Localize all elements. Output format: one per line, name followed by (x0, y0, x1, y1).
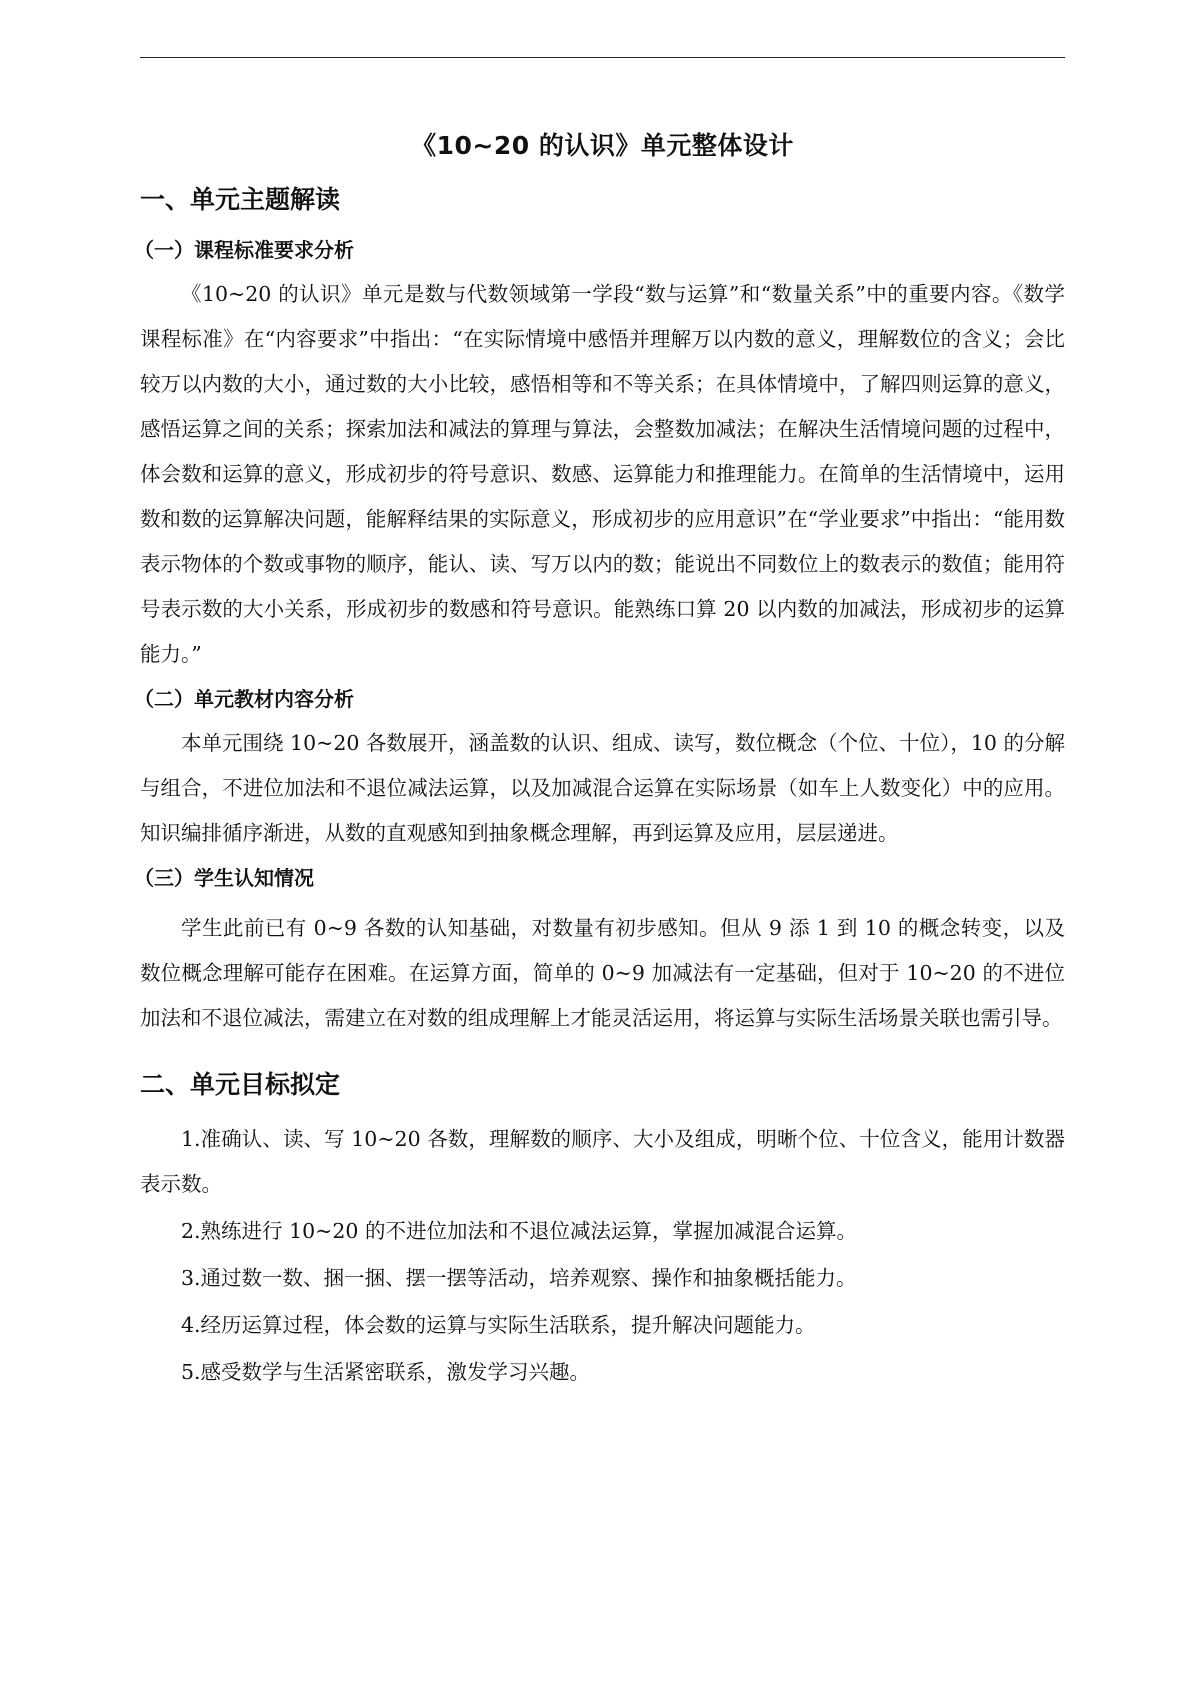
goal-item: 4.经历运算过程，体会数的运算与实际生活联系，提升解决问题能力。 (181, 1313, 816, 1337)
subsection-heading-curriculum-standard: （一）课程标准要求分析 (134, 238, 354, 262)
paragraph-student-cognition: 学生此前已有 0~9 各数的认知基础，对数量有初步感知。但从 9 添 1 到 10 的概念转变，以及数位概念理解可能存在困难。在运算方面，简单的 0~9 加减法有一定基础，但对于 10~20 的不进位加法和不退位减法，需建立在对数的组成理解上才能灵活运用，将运算与实际生活场景关联也需引导。 (140, 916, 1065, 1030)
paragraph-curriculum-standard: 《10~20 的认识》单元是数与代数领域第一学段“数与运算”和“数量关系”中的重要内容。《数学课程标准》在“内容要求”中指出：“在实际情境中感悟并理解万以内数的意义，理解数位的含义；会比较万以内数的大小，通过数的大小比较，感悟相等和不等关系；在具体情境中，了解四则运算的意义，感悟运算之间的关系；探索加法和减法的算理与算法，会整数加减法；在解决生活情境问题的过程中，体会数和运算的意义，形成初步的符号意识、数感、运算能力和推理能力。在简单的生活情境中，运用数和数的运算解决问题，能解释结果的实际意义，形成初步的应用意识”在“学业要求”中指出：“能用数表示物体的个数或事物的顺序，能认、读、写万以内的数；能说出不同数位上的数表示的数值；能用符号表示数的大小关系，形成初步的数感和符号意识。能熟练口算 20 以内数的加减法，形成初步的运算能力。” (140, 282, 1065, 666)
section-heading-unit-theme: 一、单元主题解读 (140, 185, 341, 214)
subsection-heading-textbook-content: （二）单元教材内容分析 (134, 687, 354, 711)
document-title: 《10~20 的认识》单元整体设计 (411, 131, 794, 160)
subsection-heading-student-cognition: （三）学生认知情况 (134, 866, 314, 890)
paragraph-textbook-content: 本单元围绕 10~20 各数展开，涵盖数的认识、组成、读写，数位概念（个位、十位），10 的分解与组合，不进位加法和不退位减法运算，以及加减混合运算在实际场景（如车上人数变化）中的应用。知识编排循序渐进，从数的直观感知到抽象概念理解，再到运算及应用，层层递进。 (140, 731, 1065, 845)
goal-item: 1.准确认、读、写 10~20 各数，理解数的顺序、大小及组成，明晰个位、十位含义，能用计数器表示数。 (140, 1127, 1065, 1196)
goal-item: 2.熟练进行 10~20 的不进位加法和不退位减法运算，掌握加减混合运算。 (181, 1219, 857, 1243)
section-heading-unit-goals: 二、单元目标拟定 (140, 1070, 341, 1099)
goal-item: 5.感受数学与生活紧密联系，激发学习兴趣。 (181, 1360, 591, 1384)
header-rule (140, 57, 1065, 58)
document-body (134, 118, 1065, 1397)
goal-item: 3.通过数一数、捆一捆、摆一摆等活动，培养观察、操作和抽象概括能力。 (181, 1266, 857, 1290)
